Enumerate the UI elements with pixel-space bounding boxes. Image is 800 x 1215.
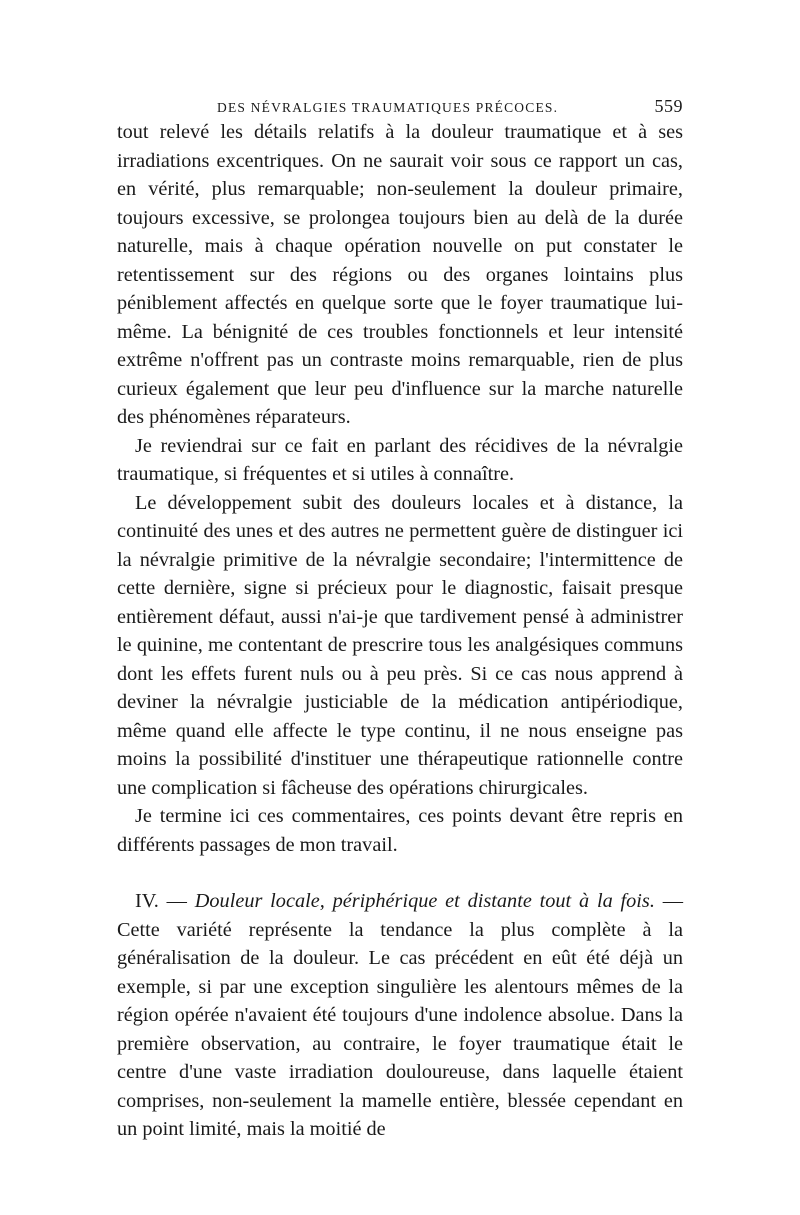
- section-iv-paragraph: [117, 887, 683, 1144]
- paragraph-1: tout relevé les détails relatifs à la douleur traumatique et à ses irradiations excentriques. On ne saurait voir sous ce rapport un cas, en vérité, plus remarquable; non-seulement la douleur primaire, toujours excessive, se prolongea toujours bien au delà de la durée naturelle, mais à chaque opération nouvelle on put constater le retentissement sur des régions ou des organes lointains plus péniblement affectés en quelque sorte que le foyer traumatique lui-même. La bénignité de ces troubles fonctionnels et leur intensité extrême n'offrent pas un contraste moins remarquable, rien de plus curieux également que leur peu d'influence sur la marche naturelle des phénomènes réparateurs.: [117, 121, 683, 428]
- section-dash: —: [662, 890, 683, 912]
- book-page: [117, 92, 683, 1144]
- section-body: Cette variété représente la tendance la plus complète à la généralisation de la douleur. Le cas précédent en eût été déjà un exemple, si par une exception singulière les alentours mêmes de la région opérée n'avaient été toujours d'une indolence absolue. Dans la première observation, au contraire, le foyer traumatique était le centre d'une vaste irradiation douloureuse, dans laquelle étaient comprises, non-seulement la mamelle entière, blessée cependant en un point limité, mais la moitié de: [117, 918, 683, 1140]
- section-number: IV. —: [135, 890, 187, 912]
- section-title: Douleur locale, périphérique et distante tout à la fois.: [194, 890, 655, 912]
- running-head: [117, 92, 683, 118]
- paragraph-3: Le développement subit des douleurs locales et à distance, la continuité des unes et des autres ne permettent guère de distinguer ici la névralgie primitive de la névralgie secondaire; l'intermittence de cette dernière, signe si précieux pour le diagnostic, faisait presque entièrement défaut, aussi n'ai-je que tardivement pensé à administrer le quinine, me contentant de prescrire tous les analgésiques communs dont les effets furent nuls ou à peu près. Si ce cas nous apprend à deviner la névralgie justiciable de la médication antipériodique, même quand elle affecte le type continu, il ne nous enseigne pas moins la possibilité d'instituer une thérapeutique rationnelle contre une complication si fâcheuse des opérations chirurgicales.: [117, 491, 683, 799]
- running-head-title: DES NÉVRALGIES TRAUMATIQUES PRÉCOCES.: [217, 100, 559, 115]
- paragraph-2: Je reviendrai sur ce fait en parlant des récidives de la névralgie traumatique, si fréquentes et si utiles à connaître.: [117, 434, 683, 485]
- page-number: 559: [654, 96, 683, 116]
- paragraph-4: Je termine ici ces commentaires, ces points devant être repris en différents passages de mon travail.: [117, 805, 683, 856]
- body-text: [117, 118, 683, 1144]
- section-iv: [117, 887, 683, 1144]
